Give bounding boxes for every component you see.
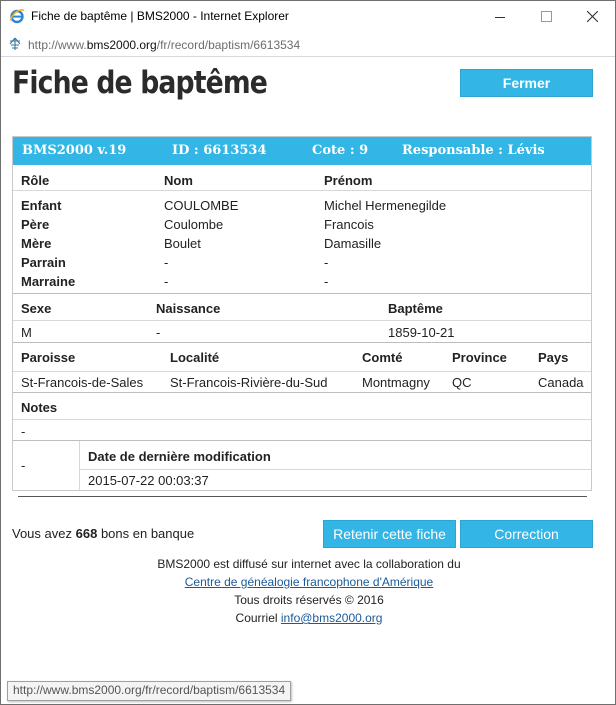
divider: [13, 342, 591, 343]
notes-header: Notes: [21, 400, 58, 415]
address-bar[interactable]: [1, 32, 615, 57]
close-record-button[interactable]: Fermer: [460, 69, 593, 97]
col-header-nom: Nom: [164, 173, 193, 188]
bank-prefix: Vous avez: [12, 526, 72, 541]
col-header-pays: Pays: [538, 350, 569, 365]
correction-button[interactable]: Correction: [460, 520, 593, 548]
retain-record-button[interactable]: Retenir cette fiche: [323, 520, 456, 548]
col-header-province: Province: [452, 350, 507, 365]
person-role: Enfant: [21, 198, 62, 213]
divider: [13, 371, 591, 372]
divider: [13, 320, 591, 321]
col-header-prenom: Prénom: [324, 173, 373, 188]
footer-copyright: Tous droits réservés © 2016: [234, 593, 384, 607]
window-title: Fiche de baptême | BMS2000 - Internet Explorer: [31, 9, 289, 23]
minimize-button[interactable]: [477, 1, 523, 32]
divider: [13, 392, 591, 393]
bank-count: 668: [75, 526, 98, 541]
section-separator: [18, 496, 587, 497]
person-role: Parrain: [21, 255, 66, 270]
email-link[interactable]: info@bms2000.org: [280, 611, 383, 625]
col-header-localite: Localité: [170, 350, 220, 365]
close-window-button[interactable]: [569, 1, 615, 32]
col-header-bapteme: Baptême: [388, 301, 443, 316]
divider: [13, 419, 591, 420]
footer-contact: [1, 611, 616, 625]
province-value: QC: [452, 375, 472, 390]
person-nom: Boulet: [164, 236, 201, 251]
close-icon: [587, 11, 598, 22]
comte-value: Montmagny: [362, 375, 430, 390]
contact-label: Courriel: [235, 611, 278, 625]
person-nom: -: [164, 255, 169, 270]
bank-balance: [12, 526, 194, 541]
modification-left-value: -: [21, 458, 26, 473]
bapteme-value: 1859-10-21: [388, 325, 455, 340]
person-prenom: Damasille: [324, 236, 382, 251]
url-text[interactable]: [28, 38, 300, 52]
person-prenom: -: [324, 255, 329, 270]
bank-suffix: bons en banque: [100, 526, 195, 541]
pays-value: Canada: [538, 375, 584, 390]
col-header-naissance: Naissance: [156, 301, 221, 316]
record-id: ID : 6613534: [172, 143, 267, 158]
modification-date: 2015-07-22 00:03:37: [88, 473, 209, 488]
record-card: [12, 136, 592, 491]
divider: [13, 440, 591, 441]
col-header-role: Rôle: [21, 173, 50, 188]
naissance-value: -: [156, 325, 161, 340]
page-title: Fiche de baptême: [12, 65, 268, 101]
col-header-comte: Comté: [362, 350, 403, 365]
notes-value: -: [21, 424, 26, 439]
col-header-paroisse: Paroisse: [21, 350, 76, 365]
sexe-value: M: [21, 325, 32, 340]
paroisse-value: St-Francois-de-Sales: [21, 375, 144, 390]
record-header: [13, 137, 591, 165]
version-label: BMS2000 v.19: [22, 143, 127, 158]
partner-link[interactable]: Centre de généalogie francophone d'Amérique: [184, 575, 434, 589]
internet-explorer-icon: [9, 8, 25, 24]
person-role: Père: [21, 217, 50, 232]
divider: [13, 190, 591, 191]
localite-value: St-Francois-Rivière-du-Sud: [170, 375, 328, 390]
modification-header: Date de dernière modification: [88, 449, 271, 464]
record-cote: Cote : 9: [312, 143, 369, 158]
person-nom: COULOMBE: [164, 198, 239, 213]
person-role: Marraine: [21, 274, 76, 289]
divider: [79, 469, 591, 470]
person-prenom: Francois: [324, 217, 374, 232]
record-responsable: Responsable : Lévis: [402, 143, 545, 158]
divider: [13, 293, 591, 294]
site-icon: [8, 37, 22, 51]
divider: [79, 441, 80, 490]
title-bar: [1, 1, 615, 32]
url-prefix: http://www.: [28, 38, 87, 52]
person-prenom: Michel Hermenegilde: [324, 198, 447, 213]
col-header-sexe: Sexe: [21, 301, 52, 316]
person-role: Mère: [21, 236, 52, 251]
url-domain: bms2000.org: [86, 38, 157, 52]
maximize-button[interactable]: [523, 1, 569, 32]
footer-collaboration: BMS2000 est diffusé sur internet avec la collaboration du: [157, 557, 461, 571]
minimize-icon: [495, 12, 505, 22]
status-bar-url: http://www.bms2000.org/fr/record/baptism/6613534: [7, 681, 291, 701]
person-nom: Coulombe: [164, 217, 224, 232]
person-prenom: -: [324, 274, 329, 289]
person-nom: -: [164, 274, 169, 289]
url-path: /fr/record/baptism/6613534: [156, 38, 301, 52]
maximize-icon: [541, 11, 552, 22]
